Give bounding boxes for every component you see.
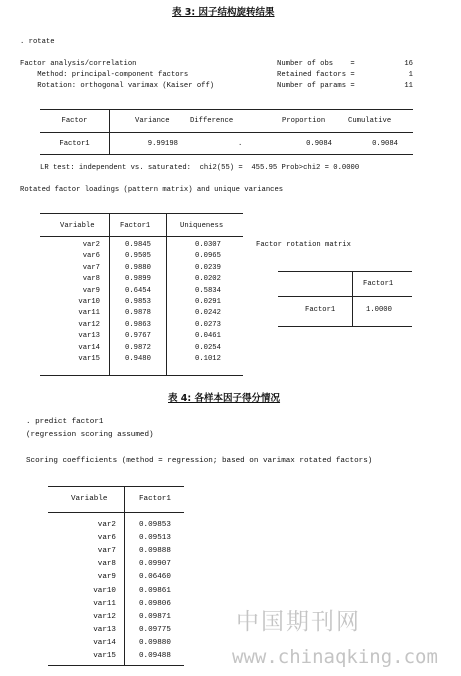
variance-header-factor: Factor bbox=[61, 117, 88, 125]
loadings-cell-uniqueness: 0.0461 bbox=[195, 332, 221, 341]
scoring-cell-variable: var11 bbox=[93, 599, 116, 608]
loadings-title: Rotated factor loadings (pattern matrix) and unique variances bbox=[20, 186, 284, 194]
predict-command: . predict factor1 bbox=[26, 418, 104, 426]
loadings-cell-variable: var10 bbox=[78, 298, 100, 306]
scoring-cell-factor1: 0.09775 bbox=[139, 625, 171, 634]
watermark-url: www.chinaqking.com bbox=[232, 646, 438, 668]
loadings-cell-factor1: 0.9878 bbox=[125, 309, 151, 318]
lr-test-line: LR test: independent vs. saturated: chi2(55) = 455.95 Prob>chi2 = 0.0000 bbox=[40, 164, 360, 172]
loadings-header-variable: Variable bbox=[60, 222, 95, 230]
loadings-cell-variable: var14 bbox=[78, 343, 100, 352]
scoring-cell-variable: var6 bbox=[97, 534, 116, 543]
header-line-3: Rotation: orthogonal varimax (Kaiser off) bbox=[20, 82, 215, 90]
scoring-cell-variable: var10 bbox=[93, 586, 116, 595]
scoring-cell-factor1: 0.09513 bbox=[139, 534, 171, 543]
loadings-cell-uniqueness: 0.1012 bbox=[195, 355, 221, 363]
variance-header-cumulative: Cumulative bbox=[348, 117, 392, 125]
loadings-cell-variable: var13 bbox=[78, 332, 100, 341]
scoring-cell-factor1: 0.06460 bbox=[139, 573, 171, 582]
scoring-cell-variable: var2 bbox=[97, 521, 116, 529]
loadings-cell-uniqueness: 0.0202 bbox=[195, 275, 221, 284]
loadings-cell-variable: var11 bbox=[78, 309, 100, 318]
predict-note: (regression scoring assumed) bbox=[26, 431, 154, 439]
scoring-title: Scoring coefficients (method = regression; based on varimax rotated factors) bbox=[26, 457, 373, 465]
loadings-header-uniqueness: Uniqueness bbox=[180, 222, 224, 230]
loadings-cell-uniqueness: 0.0254 bbox=[195, 343, 221, 352]
scoring-cell-variable: var15 bbox=[93, 652, 116, 660]
loadings-cell-uniqueness: 0.0965 bbox=[195, 252, 221, 261]
table3-caption: 表 3: 因子结构旋转结果 bbox=[172, 7, 275, 18]
loadings-cell-factor1: 0.9872 bbox=[125, 343, 151, 352]
variance-header-variance: Variance bbox=[135, 117, 170, 125]
loadings-cell-factor1: 0.6454 bbox=[125, 286, 151, 295]
scoring-cell-factor1: 0.09806 bbox=[139, 599, 171, 608]
stat-value-obs: 16 bbox=[404, 60, 413, 68]
loadings-cell-uniqueness: 0.0242 bbox=[195, 309, 221, 318]
loadings-cell-variable: var12 bbox=[78, 320, 100, 329]
table4-caption: 表 4: 各样本因子得分情况 bbox=[168, 393, 281, 404]
loadings-cell-factor1: 0.9767 bbox=[125, 332, 151, 341]
rotation-matrix-title: Factor rotation matrix bbox=[256, 241, 351, 249]
scoring-cell-factor1: 0.09907 bbox=[139, 560, 171, 569]
variance-header-proportion: Proportion bbox=[282, 117, 326, 125]
variance-row-variance: 9.99198 bbox=[147, 140, 178, 148]
scoring-cell-variable: var14 bbox=[93, 638, 116, 647]
scoring-cell-variable: var8 bbox=[97, 560, 116, 569]
scoring-cell-factor1: 0.09861 bbox=[139, 586, 171, 595]
rotation-matrix-value: 1.0000 bbox=[366, 306, 392, 314]
stat-label-obs: Number of obs = bbox=[277, 60, 355, 68]
rotation-matrix-row-label: Factor1 bbox=[305, 306, 336, 314]
loadings-cell-factor1: 0.9853 bbox=[125, 298, 151, 306]
stat-value-retained: 1 bbox=[408, 71, 413, 79]
loadings-cell-variable: var6 bbox=[82, 252, 100, 261]
scoring-cell-factor1: 0.09871 bbox=[139, 612, 171, 621]
rotate-command: . rotate bbox=[20, 38, 55, 46]
loadings-cell-variable: var15 bbox=[78, 355, 100, 363]
loadings-cell-variable: var2 bbox=[82, 241, 100, 249]
variance-header-difference: Difference bbox=[190, 117, 234, 125]
stat-label-retained: Retained factors = bbox=[277, 71, 355, 79]
loadings-cell-uniqueness: 0.0291 bbox=[195, 298, 221, 306]
loadings-cell-uniqueness: 0.0273 bbox=[195, 320, 221, 329]
scoring-cell-variable: var12 bbox=[93, 612, 116, 621]
variance-row-factor: Factor1 bbox=[59, 140, 90, 148]
scoring-header-factor1: Factor1 bbox=[139, 495, 171, 503]
loadings-cell-variable: var9 bbox=[82, 286, 100, 295]
stat-value-params: 11 bbox=[404, 82, 413, 90]
scoring-cell-factor1: 0.09888 bbox=[139, 547, 171, 556]
header-line-2: Method: principal-component factors bbox=[20, 71, 189, 79]
loadings-cell-factor1: 0.9480 bbox=[125, 355, 151, 363]
watermark-cn: 中国期刊网 bbox=[236, 609, 361, 635]
loadings-cell-variable: var7 bbox=[82, 263, 100, 272]
header-line-1: Factor analysis/correlation bbox=[20, 60, 137, 68]
loadings-header-factor1: Factor1 bbox=[120, 222, 151, 230]
rotation-matrix-col-header: Factor1 bbox=[363, 280, 394, 288]
scoring-cell-factor1: 0.09488 bbox=[139, 652, 171, 660]
variance-row-proportion: 0.9084 bbox=[306, 140, 332, 148]
loadings-cell-factor1: 0.9845 bbox=[125, 241, 151, 249]
loadings-cell-uniqueness: 0.5834 bbox=[195, 286, 221, 295]
scoring-cell-variable: var9 bbox=[97, 573, 116, 582]
scoring-cell-factor1: 0.09880 bbox=[139, 638, 171, 647]
loadings-cell-variable: var8 bbox=[82, 275, 100, 284]
loadings-cell-factor1: 0.9899 bbox=[125, 275, 151, 284]
loadings-cell-uniqueness: 0.0307 bbox=[195, 241, 221, 249]
scoring-header-variable: Variable bbox=[71, 495, 108, 503]
scoring-cell-factor1: 0.09853 bbox=[139, 521, 171, 529]
variance-row-cumulative: 0.9084 bbox=[372, 140, 398, 148]
loadings-cell-factor1: 0.9863 bbox=[125, 320, 151, 329]
loadings-cell-uniqueness: 0.0239 bbox=[195, 263, 221, 272]
loadings-cell-factor1: 0.9505 bbox=[125, 252, 151, 261]
scoring-cell-variable: var13 bbox=[93, 625, 116, 634]
stat-label-params: Number of params = bbox=[277, 82, 355, 90]
scoring-cell-variable: var7 bbox=[97, 547, 116, 556]
variance-row-difference: . bbox=[238, 140, 243, 148]
loadings-cell-factor1: 0.9880 bbox=[125, 263, 151, 272]
